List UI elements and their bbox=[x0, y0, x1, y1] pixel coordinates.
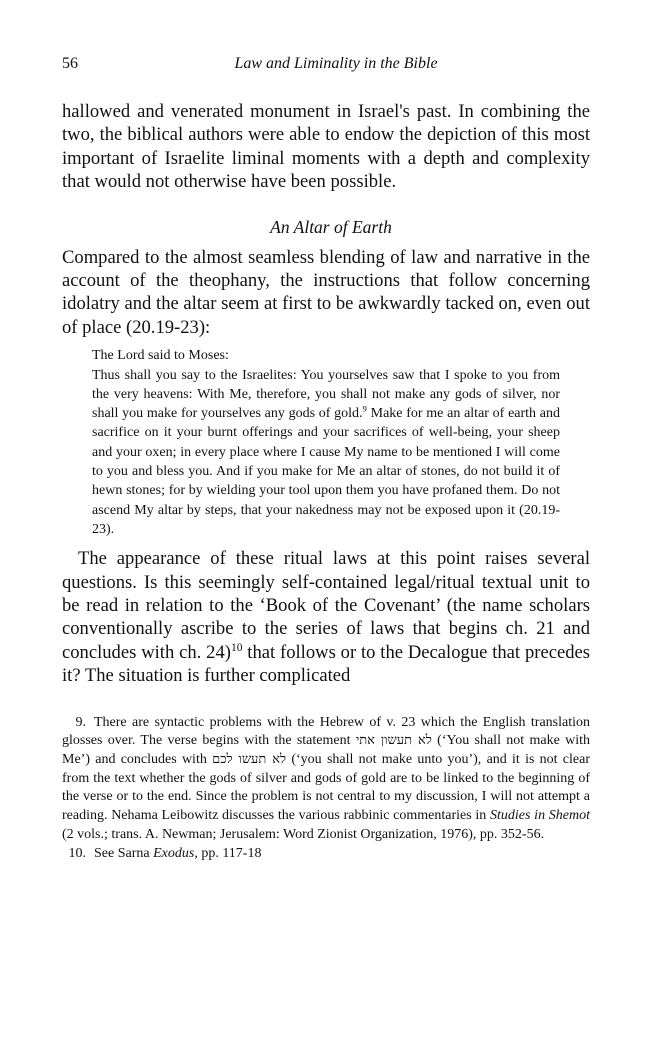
footnote-10-text-a: See Sarna bbox=[94, 845, 154, 861]
footnote-10-text-b: , pp. 117-18 bbox=[194, 845, 262, 861]
footnote-9-hebrew-a: לא תעשון אתי bbox=[355, 733, 432, 749]
quote-text bbox=[92, 366, 560, 540]
footnote-10-number: 10. bbox=[68, 845, 86, 861]
footnote-9-text-a: There are syntactic problems with the Hebrew of v. 23 which the English translation glosses over. The verse begins with the statement bbox=[62, 714, 590, 749]
paragraph-1: hallowed and venerated monument in Israel's past. In combining the two, the biblical authors were able to endow the depiction of this most important of Israelite liminal moments with a depth and complexity that would not otherwise have been possible. bbox=[62, 101, 590, 193]
footnote-10 bbox=[62, 845, 590, 864]
block-quote bbox=[92, 346, 560, 539]
footnote-9-number: 9. bbox=[75, 714, 86, 730]
page-number: 56 bbox=[62, 55, 78, 72]
footnote-10-book-title: Exodus bbox=[153, 845, 195, 861]
running-title: Law and Liminality in the Bible bbox=[234, 55, 438, 72]
quote-text-b: Make for me an altar of earth and sacrifice on it your burnt offerings and your sacrifices of well-being, your sheep and your oxen; in every place where I cause My name to be mentioned I will come to you and bless you. And if you make for Me an altar of stones, do not build it of hewn stones; for by wielding your tool upon them you have profaned them. Do not ascend My altar by steps, that your nakedness may not be exposed upon it (20.19-23). bbox=[92, 406, 560, 537]
paragraph-3-text-b: that follows or to the Decalogue that precedes it? The situation is further complicated bbox=[62, 641, 590, 687]
footnote-9-hebrew-b: לא תעשו לכם bbox=[212, 752, 287, 768]
paragraph-2: Compared to the almost seamless blending of law and narrative in the account of the theophany, the instructions that follow concerning idolatry and the altar seem at first to be awkwardly tacked on, even out of place (20.19-23): bbox=[62, 246, 590, 338]
quote-line-1: The Lord said to Moses: bbox=[92, 348, 229, 364]
paragraph-3 bbox=[62, 547, 590, 687]
footnote-9-book-title: Studies in Shemot bbox=[490, 808, 591, 824]
footnote-9-text-c: (‘you shall not make unto you’), and it is not clear from the text whether the gods of silver and gods of gold are to be linked to the beginning of the verse or to the end. Since the problem is not central to my discussion, I will not attempt a reading. Nehama Leibowitz discusses the various rabbinic commentaries in bbox=[62, 752, 590, 824]
footnote-9-text-b: (‘You shall not make with Me’) and concludes with bbox=[62, 733, 590, 768]
section-heading: An Altar of Earth bbox=[270, 216, 392, 237]
quote-text-a: Thus shall you say to the Israelites: You yourselves saw that I spoke to you from the very heavens: With Me, therefore, you shall not make any gods of silver, nor shall you make for yourselves any gods of gold. bbox=[92, 367, 560, 422]
footnotes bbox=[62, 714, 590, 864]
footnote-9-text-d: (2 vols.; trans. A. Newman; Jerusalem: Word Zionist Organization, 1976), pp. 352-56. bbox=[62, 826, 545, 842]
footnote-ref-10[interactable]: 10 bbox=[230, 641, 243, 654]
paragraph-3-text-a: The appearance of these ritual laws at this point raises several questions. Is this seemingly self-contained legal/ritual textual unit to be read in relation to the ‘Book of the Covenant’ (the name scholars conventionally ascribe to the series of laws that begins ch. 21 and concludes with ch. 24) bbox=[62, 548, 590, 663]
footnote-9 bbox=[62, 714, 590, 845]
page-header bbox=[62, 52, 590, 76]
footnote-ref-9[interactable]: 9 bbox=[362, 403, 367, 414]
book-page bbox=[62, 52, 590, 863]
